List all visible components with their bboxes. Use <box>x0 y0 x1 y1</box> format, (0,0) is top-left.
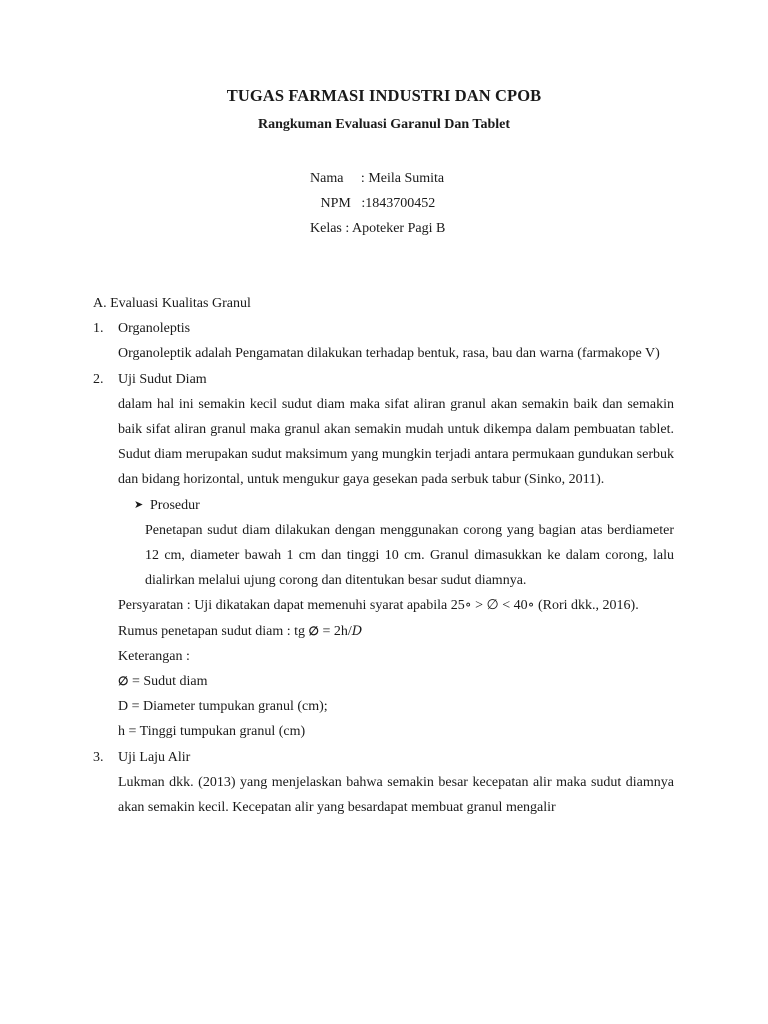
kelas-line: Kelas : Apoteker Pagi B <box>310 221 446 236</box>
document-title: TUGAS FARMASI INDUSTRI DAN CPOB <box>226 86 542 105</box>
rumus-line <box>118 619 674 644</box>
rumus-d: D <box>351 623 363 639</box>
item-paragraph: Lukman dkk. (2013) yang menjelaskan bahwa semakin besar kecepatan alir maka sudut diamnya akan semakin kecil. Kecepatan alir yang besardapat membuat granul mengalir <box>118 774 674 816</box>
student-identity <box>310 166 445 241</box>
section-a-heading: A. Evaluasi Kualitas Granul <box>93 296 251 311</box>
list-item-uji-laju-alir <box>93 745 674 821</box>
rumus-formula: = 2h/ <box>322 623 352 639</box>
keterangan-phi <box>118 669 674 694</box>
keterangan-h: h = Tinggi tumpukan granul (cm) <box>118 724 306 740</box>
list-item-uji-sudut-diam <box>93 367 674 745</box>
phi-symbol: ∅ <box>118 674 129 689</box>
item-paragraph: Organoleptik adalah Pengamatan dilakukan terhadap bentuk, rasa, bau dan warna (farmakope V) <box>118 346 660 362</box>
item-title: Uji Sudut Diam <box>118 371 207 387</box>
list-item-organoleptis <box>93 316 674 366</box>
item-number: 3. <box>93 749 104 765</box>
item-number: 1. <box>93 321 104 337</box>
bullet-label: Prosedur <box>150 497 200 513</box>
phi-symbol: ∅ <box>308 623 319 638</box>
arrow-bullet-icon: ➤ <box>134 498 144 511</box>
rumus-prefix: Rumus penetapan sudut diam : tg <box>118 623 309 639</box>
keterangan-label: Keterangan : <box>118 648 190 664</box>
procedure-paragraph: Penetapan sudut diam dilakukan dengan menggunakan corong yang bagian atas berdiameter 12 cm, diameter bawah 1 cm dan tinggi 10 cm. Granul dimasukkan ke dalam corong, lalu dialirkan melalui ujung corong dan ditentukan besar sudut diamnya. <box>145 522 674 589</box>
item-title: Organoleptis <box>118 321 191 337</box>
persyaratan-paragraph: Persyaratan : Uji dikatakan dapat memenuhi syarat apabila 25∘ > ∅ < 40∘ (Rori dkk., 2016). <box>118 598 639 614</box>
document-subtitle: Rangkuman Evaluasi Garanul Dan Tablet <box>257 117 511 132</box>
item-title: Uji Laju Alir <box>118 749 191 765</box>
item-number: 2. <box>93 371 104 387</box>
nama-line: Nama : Meila Sumita <box>310 171 445 186</box>
document-body <box>93 291 674 820</box>
keterangan-phi-text: = Sudut diam <box>131 674 208 690</box>
keterangan-d: D = Diameter tumpukan granul (cm); <box>118 699 328 715</box>
npm-line: NPM :1843700452 <box>310 196 436 211</box>
item-paragraph: dalam hal ini semakin kecil sudut diam maka sifat aliran granul akan semakin baik dan semakin baik sifat aliran granul maka granul akan semakin mudah untuk dikempa dalam pembuatan tablet. Sudut diam merupakan sudut maksimum yang mungkin terjadi antara permukaan gundukan serbuk dan bidang horizontal, untuk mengukur gaya gesekan pada serbuk tabur (Sinko, 2011). <box>118 396 674 488</box>
bullet-prosedur <box>134 493 674 518</box>
